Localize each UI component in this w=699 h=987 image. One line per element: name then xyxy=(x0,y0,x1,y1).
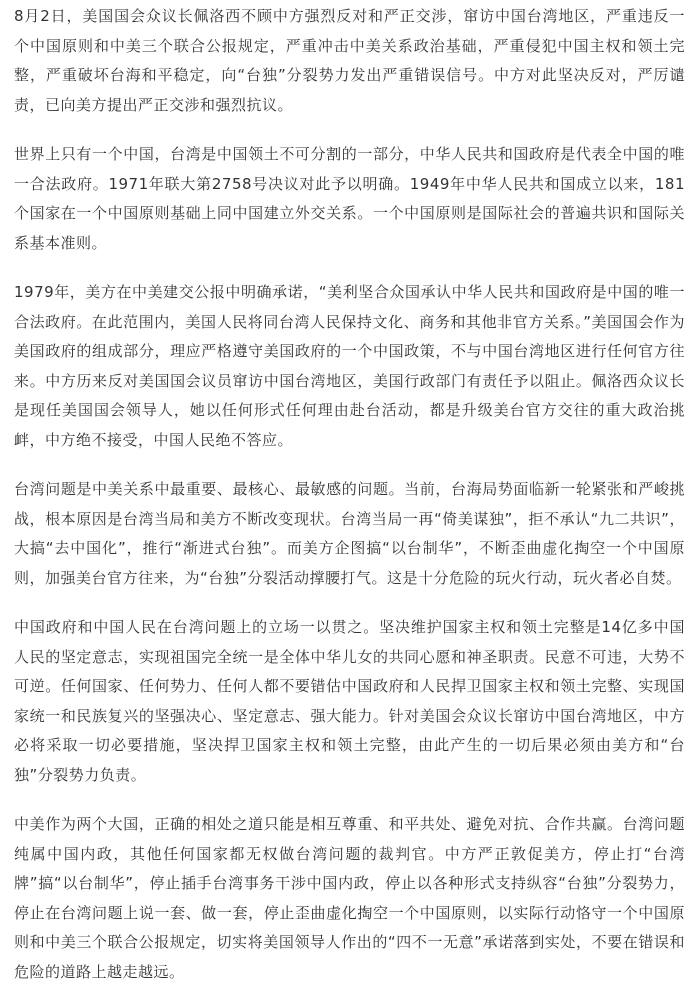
paragraph-2: 世界上只有一个中国，台湾是中国领土不可分割的一部分，中华人民共和国政府是代表全中国的唯一合法政府。1971年联大第2758号决议对此予以明确。1949年中华人民共和国成立以来，181个国家在一个中国原则基础上同中国建立外交关系。一个中国原则是国际社会的普遍共识和国际关系基本准则。 xyxy=(14,145,685,252)
paragraph-4: 台湾问题是中美关系中最重要、最核心、最敏感的问题。当前，台海局势面临新一轮紧张和严峻挑战，根本原因是台湾当局和美方不断改变现状。台湾当局一再“倚美谋独”，拒不承认“九二共识”，大搞“去中国化”，推行“渐进式台独”。而美方企图搞“以台制华”，不断歪曲虚化掏空一个中国原则，加强美台官方往来，为“台独”分裂活动撑腰打气。这是十分危险的玩火行动，玩火者必自焚。 xyxy=(14,480,685,587)
paragraph-5: 中国政府和中国人民在台湾问题上的立场一以贯之。坚决维护国家主权和领土完整是14亿多中国人民的坚定意志，实现祖国完全统一是全体中华儿女的共同心愿和神圣职责。民意不可违，大势不可逆。任何国家、任何势力、任何人都不要错估中国政府和人民捍卫国家主权和领土完整、实现国家统一和民族复兴的坚强决心、坚定意志、强大能力。针对美国会众议长窜访中国台湾地区，中方必将采取一切必要措施，坚决捍卫国家主权和领土完整，由此产生的一切后果必须由美方和“台独”分裂势力负责。 xyxy=(14,618,685,784)
paragraph-3: 1979年，美方在中美建交公报中明确承诺，“美利坚合众国承认中华人民共和国政府是中国的唯一合法政府。在此范围内，美国人民将同台湾人民保持文化、商务和其他非官方关系。”美国国会作为美国政府的组成部分，理应严格遵守美国政府的一个中国政策，不与中国台湾地区进行任何官方往来。中方历来反对美国国会议员窜访中国台湾地区，美国行政部门有责任予以阻止。佩洛西众议长是现任美国国会领导人，她以任何形式任何理由赴台活动，都是升级美台官方交往的重大政治挑衅，中方绝不接受，中国人民绝不答应。 xyxy=(14,283,685,449)
paragraph-6: 中美作为两个大国，正确的相处之道只能是相互尊重、和平共处、避免对抗、合作共赢。台湾问题纯属中国内政，其他任何国家都无权做台湾问题的裁判官。中方严正敦促美方，停止打“台湾牌”搞“以台制华”，停止插手台湾事务干涉中国内政，停止以各种形式支持纵容“台独”分裂势力，停止在台湾问题上说一套、做一套，停止歪曲虚化掏空一个中国原则，以实际行动恪守一个中国原则和中美三个联合公报规定，切实将美国领导人作出的“四不一无意”承诺落到实处，不要在错误和危险的道路上越走越远。 xyxy=(14,815,685,981)
paragraph-1: 8月2日，美国国会众议长佩洛西不顾中方强烈反对和严正交涉，窜访中国台湾地区，严重违反一个中国原则和中美三个联合公报规定，严重冲击中美关系政治基础，严重侵犯中国主权和领土完整，严重破坏台海和平稳定，向“台独”分裂势力发出严重错误信号。中方对此坚决反对，严厉谴责，已向美方提出严正交涉和强烈抗议。 xyxy=(14,7,685,114)
